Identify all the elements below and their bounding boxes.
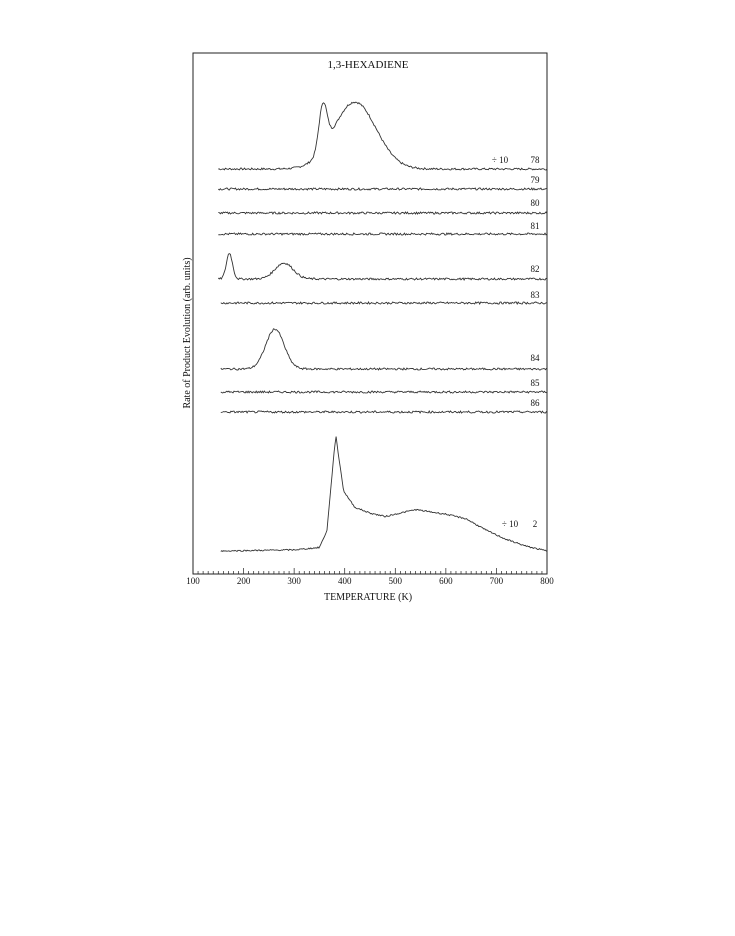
series-trace-80: [218, 212, 547, 214]
x-tick-label: 600: [439, 576, 453, 586]
x-tick-label: 700: [489, 576, 504, 586]
series-label-83: 83: [530, 290, 540, 300]
x-tick-label: 800: [540, 576, 554, 586]
x-tick-label: 300: [287, 576, 301, 586]
scale-note: ÷ 10: [491, 155, 509, 165]
series-trace-86: [221, 411, 547, 413]
plot-frame: [193, 53, 547, 574]
x-tick-label: 400: [337, 576, 352, 586]
series-label-79: 79: [530, 175, 540, 185]
series-trace-84: [221, 329, 547, 370]
series-trace-85: [221, 391, 547, 393]
x-axis-ticks: [193, 568, 547, 574]
series-traces: [218, 102, 547, 551]
series-label-84: 84: [530, 353, 540, 363]
series-label-82: 82: [530, 264, 540, 274]
series-label-86: 86: [530, 398, 540, 408]
y-axis-label: Rate of Product Evolution (arb. units): [182, 257, 193, 409]
x-axis-label: TEMPERATURE (K): [323, 592, 413, 603]
series-label-81: 81: [530, 221, 540, 231]
series-trace-83: [221, 302, 547, 304]
series-label-78: 78: [530, 155, 540, 165]
scale-note: ÷ 10: [501, 519, 519, 529]
series-trace-82: [218, 254, 547, 280]
x-tick-label: 500: [388, 576, 403, 586]
series-trace-81: [218, 233, 547, 235]
series-label-2: 2: [532, 519, 538, 529]
series-trace-79: [218, 188, 547, 190]
x-axis-tick-labels: [186, 576, 554, 586]
series-labels: [492, 155, 540, 529]
x-tick-label: 100: [186, 576, 200, 586]
chart-title: 1,3-HEXADIENE: [327, 59, 409, 71]
x-tick-label: 200: [236, 576, 251, 586]
series-label-80: 80: [530, 198, 540, 208]
series-trace-2: [221, 437, 547, 552]
series-label-85: 85: [530, 378, 540, 388]
